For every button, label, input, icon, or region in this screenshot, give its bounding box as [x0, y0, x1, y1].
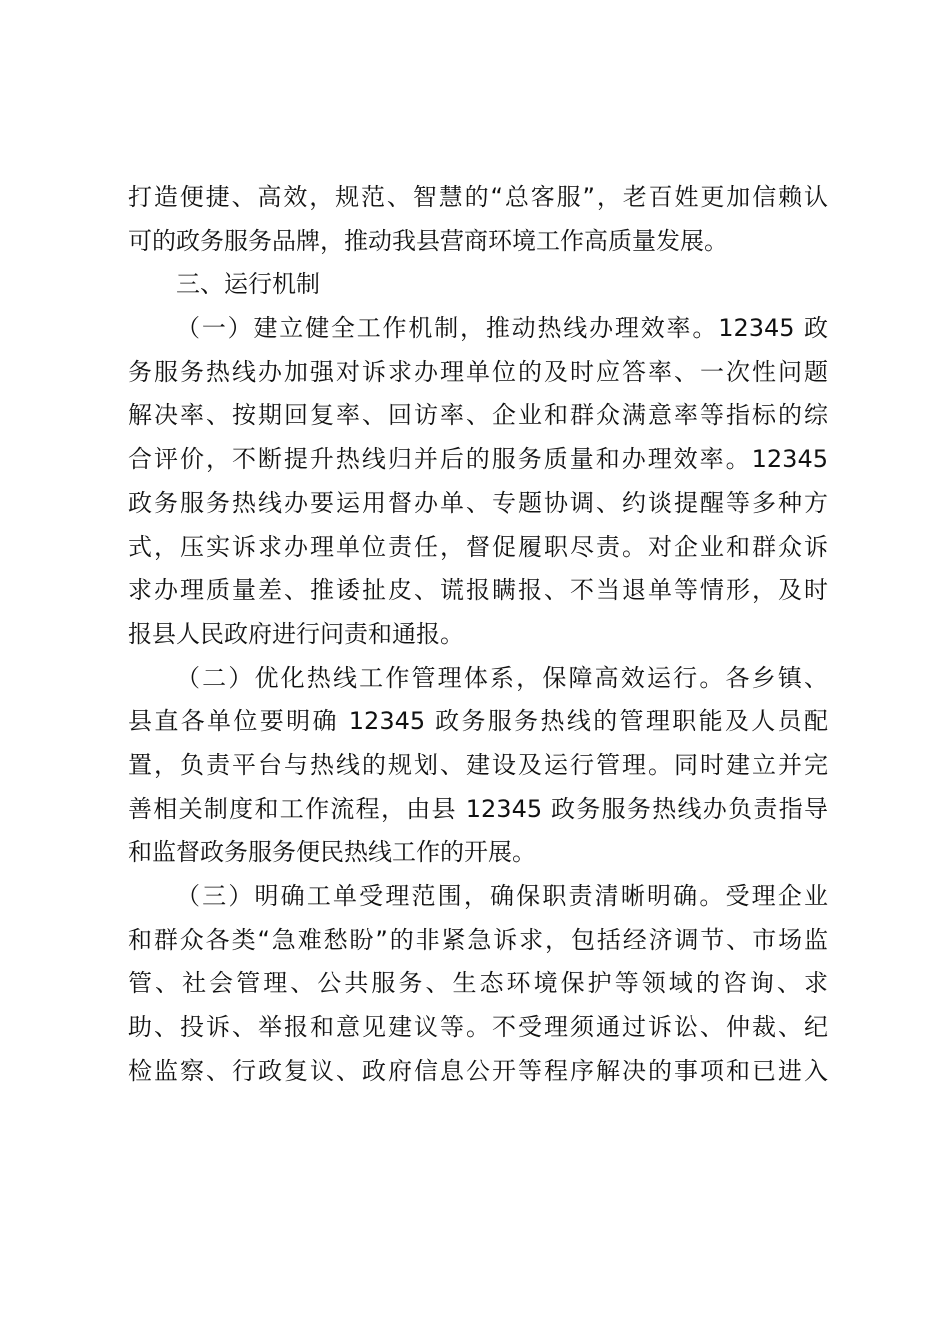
text-line: 管、社会管理、公共服务、生态环境保护等领域的咨询、求: [128, 969, 828, 998]
text-line: 可的政务服务品牌，推动我县营商环境工作高质量发展。: [128, 226, 728, 255]
paragraph-item-2: [128, 657, 828, 875]
text-line: 解决率、按期回复率、回访率、企业和群众满意率等指标的综: [128, 401, 828, 430]
text-line: 求办理质量差、推诿扯皮、谎报瞒报、不当退单等情形，及时: [128, 576, 828, 605]
document-body: [128, 176, 828, 1093]
text-line: 置，负责平台与热线的规划、建设及运行管理。同时建立并完: [128, 750, 828, 779]
text-line: 政务服务热线办要运用督办单、专题协调、约谈提醒等多种方: [128, 488, 828, 517]
text-line: 和群众各类“急难愁盼”的非紧急诉求，包括经济调节、市场监: [128, 925, 828, 954]
paragraph-continuation: [128, 176, 828, 263]
text-line: 和监督政务服务便民热线工作的开展。: [128, 838, 536, 867]
text-line: 务服务热线办加强对诉求办理单位的及时应答率、一次性问题: [128, 357, 828, 386]
text-line: 合评价，不断提升热线归并后的服务质量和办理效率。12345: [128, 445, 828, 474]
paragraph-item-1: [128, 307, 828, 657]
text-line: （二）优化热线工作管理体系，保障高效运行。各乡镇、: [176, 663, 828, 692]
text-line: 县直各单位要明确 12345 政务服务热线的管理职能及人员配: [128, 707, 828, 736]
text-line: 报县人民政府进行问责和通报。: [128, 619, 464, 648]
text-line: （一）建立健全工作机制，推动热线办理效率。12345 政: [176, 314, 828, 343]
text-line: 式，压实诉求办理单位责任，督促履职尽责。对企业和群众诉: [128, 532, 828, 561]
section-heading: [128, 263, 828, 307]
text-line: 善相关制度和工作流程，由县 12345 政务服务热线办负责指导: [128, 794, 828, 823]
text-line: 检监察、行政复议、政府信息公开等程序解决的事项和已进入: [128, 1056, 828, 1085]
paragraph-item-3: [128, 875, 828, 1093]
text-line: （三）明确工单受理范围，确保职责清晰明确。受理企业: [176, 882, 828, 910]
text-line: 助、投诉、举报和意见建议等。不受理须通过诉讼、仲裁、纪: [128, 1013, 828, 1042]
text-line: 打造便捷、高效，规范、智慧的“总客服”，老百姓更加信赖认: [128, 183, 828, 211]
section-heading-text: 三、运行机制: [176, 270, 320, 299]
